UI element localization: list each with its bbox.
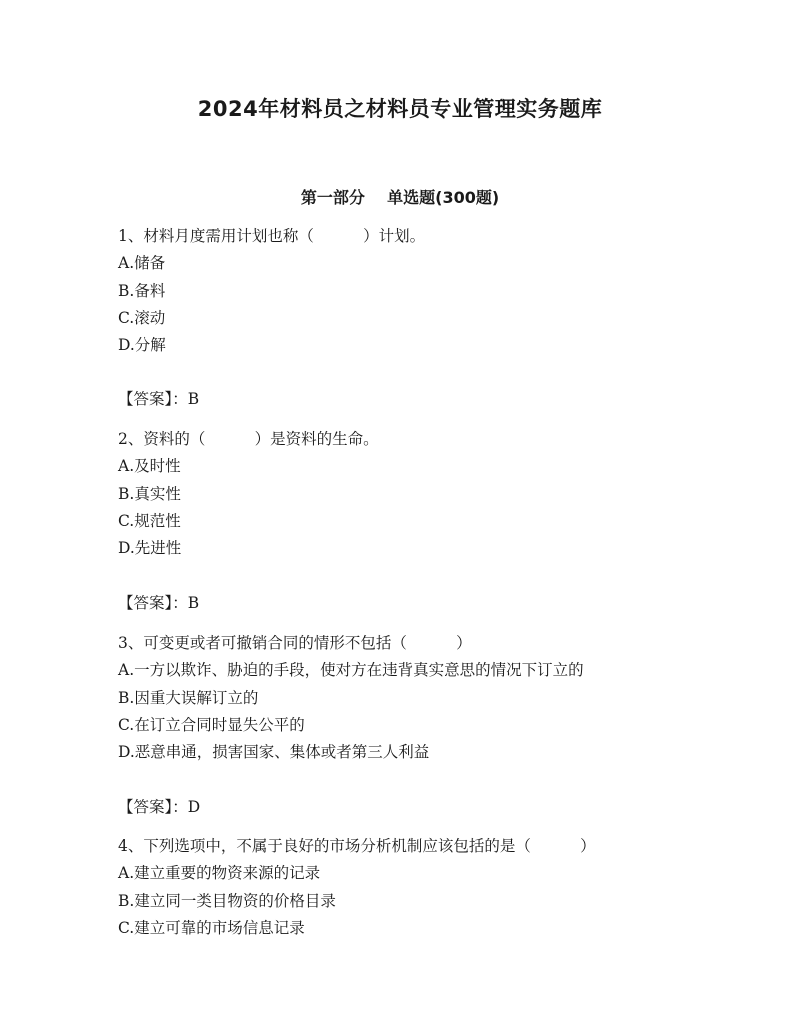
- option-a: A.建立重要的物资来源的记录: [118, 864, 321, 883]
- answer-2: 【答案】：B: [118, 594, 200, 612]
- option-d: D.先进性: [118, 539, 182, 558]
- question-1: [118, 223, 758, 359]
- option-b: B.建立同一类目物资的价格目录: [118, 891, 336, 910]
- question-stem: 4、下列选项中，不属于良好的市场分析机制应该包括的是（ ）: [118, 837, 596, 855]
- question-4: [118, 833, 758, 942]
- option-c: C.建立可靠的市场信息记录: [118, 918, 305, 937]
- section-title: 第一部分 单选题(300题): [300, 188, 500, 207]
- option-c: C.滚动: [118, 308, 166, 327]
- option-a: A.储备: [118, 254, 166, 273]
- document-title: 2024年材料员之材料员专业管理实务题库: [197, 97, 603, 121]
- option-d: D.恶意串通，损害国家、集体或者第三人利益: [118, 743, 430, 762]
- answer-1: 【答案】：B: [118, 390, 200, 408]
- question-2: [118, 426, 758, 562]
- option-b: B.因重大误解订立的: [118, 688, 259, 707]
- answer-3: 【答案】：D: [118, 798, 201, 816]
- option-c: C.在订立合同时显失公平的: [118, 715, 305, 734]
- option-a: A.及时性: [118, 457, 181, 476]
- question-stem: 1、材料月度需用计划也称（ ）计划。: [118, 227, 426, 245]
- option-a: A.一方以欺诈、胁迫的手段，使对方在违背真实意思的情况下订立的: [118, 661, 584, 680]
- option-b: B.备料: [118, 281, 166, 300]
- question-stem: 3、可变更或者可撤销合同的情形不包括（ ）: [118, 634, 472, 652]
- option-d: D.分解: [118, 336, 166, 355]
- option-c: C.规范性: [118, 511, 181, 530]
- question-stem: 2、资料的（ ）是资料的生命。: [118, 430, 379, 448]
- question-3: [118, 630, 758, 766]
- option-b: B.真实性: [118, 484, 181, 503]
